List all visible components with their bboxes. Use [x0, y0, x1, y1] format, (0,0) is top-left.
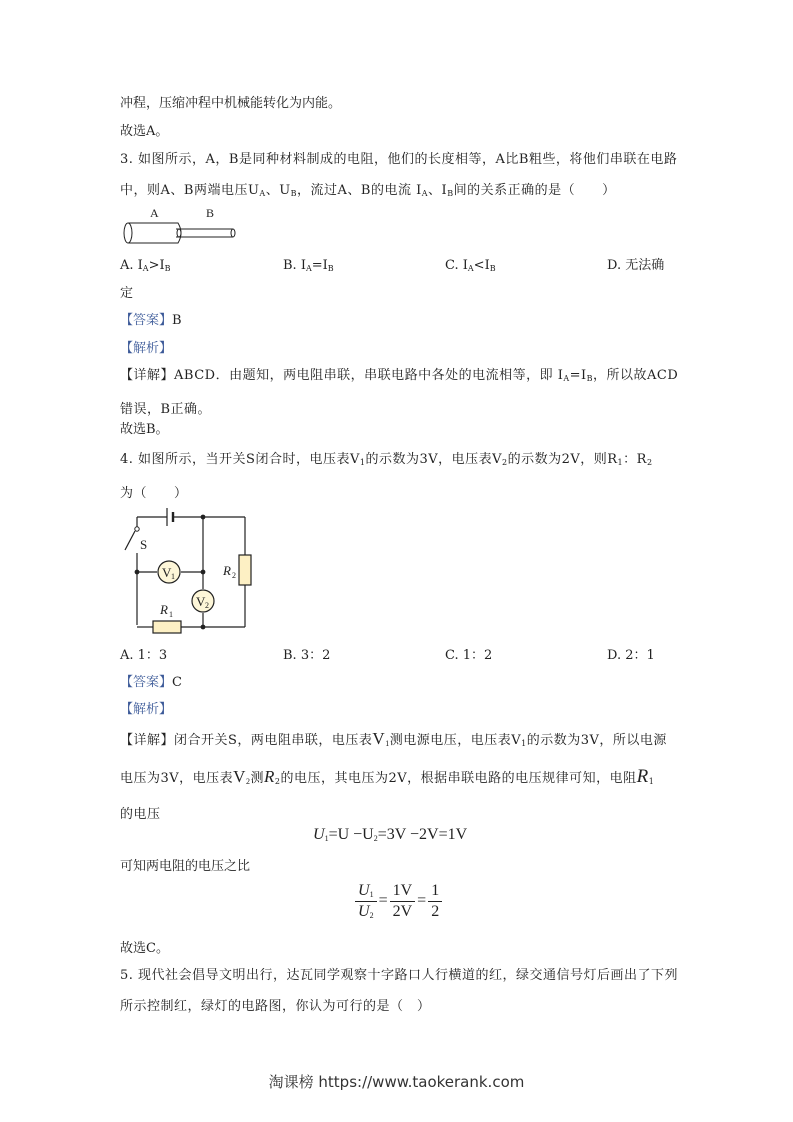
junction-dot	[201, 625, 206, 630]
equation-ratio: $\frac{U_1}{U_2}$ = $\frac{1V}{2V}$ = $\frac{1}{2}$	[353, 882, 444, 921]
junction-dot	[201, 570, 206, 575]
ratio-text: 可知两电阻的电压之比	[120, 859, 251, 874]
svg-text:R: R	[223, 563, 231, 578]
answer-value: C	[172, 675, 182, 690]
option-a: A. $I_A>I_B$	[120, 258, 171, 273]
switch-label: S	[140, 537, 148, 552]
question-3-stem: 3. 如图所示，A，B是同种材料制成的电阻，他们的长度相等，A比B粗些，将他们串联在电路中，则A、B两端电压$U_A$、$U_B$，流过A、B的电流 $I_A$、$I_B$间的关系正确的是（ ）	[120, 152, 678, 198]
svg-text:2: 2	[232, 571, 236, 580]
figure-label-b: B	[206, 206, 215, 220]
circuit-diagram	[115, 505, 260, 635]
thin-cylinder-b	[176, 229, 233, 237]
junction-dot	[201, 515, 206, 520]
resistor-r1	[153, 621, 181, 633]
option-c: C. $I_A<I_B$	[445, 258, 496, 273]
svg-text:1: 1	[169, 610, 173, 619]
analysis-tag: 【解析】	[120, 341, 173, 356]
option-d: D. 2：1	[607, 648, 655, 663]
option-b: B. 3：2	[283, 648, 331, 663]
switch-contact	[135, 527, 139, 531]
equation-u1: $U_1=U -U_2=3V -2V=1V$	[313, 826, 468, 843]
svg-text:V: V	[162, 565, 172, 580]
cylinder-b-start	[177, 229, 181, 237]
svg-text:1: 1	[171, 572, 175, 581]
svg-text:R: R	[160, 602, 168, 617]
figure-label-a: A	[150, 206, 159, 220]
option-b: B. $I_A=I_B$	[283, 258, 334, 273]
text-line: 冲程，压缩冲程中机械能转化为内能。	[120, 96, 342, 111]
resistor-r2	[239, 555, 251, 585]
detail-paragraph: 【详解】闭合开关S，两电阻串联，电压表$V_1$测电源电压，电压表$V_1$的示数为3V，所以电源电压为3V，电压表$V_2$测$R_2$的电压，其电压为2V，根据串联电路的电压规律可知，电阻$R_1$ 的电压	[120, 729, 667, 822]
answer-tag: 【答案】	[120, 313, 173, 328]
answer-value: B	[172, 313, 182, 328]
answer-line	[120, 674, 182, 692]
question-5-stem: 5. 现代社会倡导文明出行，达瓦同学观察十字路口人行横道的红，绿交通信号灯后画出了下列所示控制红，绿灯的电路图，你认为可行的是（ ）	[120, 968, 679, 1014]
thick-cylinder-a	[128, 223, 181, 243]
option-c: C. 1：2	[445, 648, 493, 663]
option-d: D. 无法确	[607, 258, 665, 273]
footer-watermark: 淘课榜 https://www.taokerank.com	[268, 1073, 525, 1091]
question-4-stem: 4. 如图所示，当开关S闭合时，电压表$V_1$的示数为3V，电压表$V_2$的示数为2V，则$R_1$：$R_2$ 为（ ）	[120, 452, 653, 501]
detail-paragraph: 【详解】ABCD．由题知，两电阻串联，串联电路中各处的电流相等，即 $I_A=I_B$，所以故ACD错误，B正确。	[120, 368, 679, 417]
switch-lever	[125, 531, 135, 550]
option-d-continued: 定	[120, 286, 134, 301]
svg-text:2: 2	[205, 601, 209, 610]
cylinder-a-end	[124, 223, 132, 243]
choose-line: 故选C。	[120, 941, 169, 956]
analysis-tag: 【解析】	[120, 702, 173, 717]
answer-tag: 【答案】	[120, 675, 173, 690]
cylinder-b-end	[231, 229, 235, 237]
text-line: 故选A。	[120, 124, 169, 139]
option-a: A. 1：3	[120, 648, 168, 663]
junction-dot	[135, 570, 140, 575]
choose-line: 故选B。	[120, 422, 169, 437]
svg-text:V: V	[196, 594, 206, 609]
answer-line	[120, 312, 182, 330]
resistor-figure	[118, 203, 243, 249]
